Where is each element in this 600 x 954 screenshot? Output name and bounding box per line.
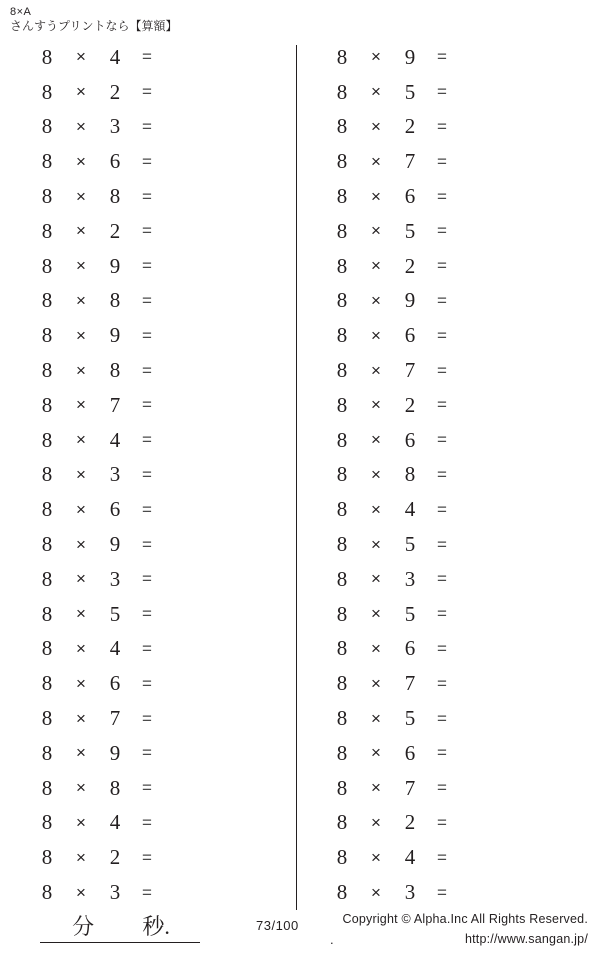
multiply-icon: ×: [371, 604, 381, 624]
operand-right: 2: [404, 392, 416, 417]
equals-icon: =: [437, 569, 447, 589]
problem-row: [0, 110, 300, 145]
equals-icon: =: [437, 116, 447, 136]
problem-row: [300, 771, 600, 806]
operand-left: 8: [41, 601, 53, 626]
equals-icon: =: [437, 638, 447, 658]
problem-row: [300, 353, 600, 388]
multiply-icon: ×: [76, 290, 86, 310]
operand-right: 5: [404, 706, 416, 731]
multiply-icon: ×: [76, 47, 86, 67]
operand-left: 8: [41, 497, 53, 522]
multiply-icon: ×: [371, 708, 381, 728]
equals-icon: =: [437, 221, 447, 241]
equals-icon: =: [142, 151, 152, 171]
website-url[interactable]: http://www.sangan.jp/: [464, 932, 588, 946]
problem-row: [0, 736, 300, 771]
problem-row: [300, 597, 600, 632]
multiply-icon: ×: [76, 360, 86, 380]
seconds-label: 秒.: [142, 914, 170, 939]
page-title: 8×A: [10, 6, 32, 18]
problem-row: [300, 179, 600, 214]
multiply-icon: ×: [371, 395, 381, 415]
operand-right: 2: [404, 114, 416, 139]
problem-row: [300, 492, 600, 527]
operand-right: 8: [404, 462, 416, 487]
multiply-icon: ×: [76, 673, 86, 693]
operand-left: 8: [41, 218, 53, 243]
multiply-icon: ×: [371, 360, 381, 380]
operand-right: 3: [404, 566, 416, 591]
problem-row: [0, 840, 300, 875]
problem-row: [300, 214, 600, 249]
equals-icon: =: [142, 778, 152, 798]
problem-column-right: [300, 40, 600, 910]
problem-row: [300, 423, 600, 458]
equals-icon: =: [142, 360, 152, 380]
operand-left: 8: [336, 288, 348, 313]
problem-row: [0, 388, 300, 423]
operand-right: 4: [109, 636, 121, 661]
operand-left: 8: [336, 184, 348, 209]
problem-row: [300, 75, 600, 110]
operand-left: 8: [41, 462, 53, 487]
operand-left: 8: [336, 462, 348, 487]
multiply-icon: ×: [76, 430, 86, 450]
operand-right: 7: [404, 149, 416, 174]
problem-row: [0, 249, 300, 284]
operand-right: 6: [109, 149, 121, 174]
multiply-icon: ×: [371, 812, 381, 832]
equals-icon: =: [142, 256, 152, 276]
problem-columns: [0, 40, 600, 910]
operand-left: 8: [41, 880, 53, 905]
multiply-icon: ×: [76, 325, 86, 345]
operand-left: 8: [336, 114, 348, 139]
operand-right: 3: [109, 566, 121, 591]
equals-icon: =: [437, 812, 447, 832]
problem-row: [300, 249, 600, 284]
problem-row: [300, 562, 600, 597]
multiply-icon: ×: [76, 778, 86, 798]
problem-row: [300, 632, 600, 667]
equals-icon: =: [142, 395, 152, 415]
equals-icon: =: [437, 882, 447, 902]
multiply-icon: ×: [76, 464, 86, 484]
operand-right: 9: [109, 740, 121, 765]
operand-left: 8: [41, 184, 53, 209]
operand-right: 3: [109, 462, 121, 487]
operand-right: 7: [404, 358, 416, 383]
copyright-text: Copyright © Alpha.Inc All Rights Reserved.: [342, 912, 588, 926]
equals-icon: =: [437, 464, 447, 484]
equals-icon: =: [437, 743, 447, 763]
operand-right: 6: [404, 323, 416, 348]
equals-icon: =: [437, 325, 447, 345]
operand-right: 8: [109, 184, 121, 209]
problem-row: [0, 632, 300, 667]
equals-icon: =: [437, 47, 447, 67]
problem-row: [300, 736, 600, 771]
multiply-icon: ×: [76, 395, 86, 415]
problem-row: [300, 806, 600, 841]
problem-row: [300, 318, 600, 353]
page-number: 73/100: [256, 918, 299, 933]
equals-icon: =: [437, 256, 447, 276]
equals-icon: =: [142, 464, 152, 484]
multiply-icon: ×: [76, 812, 86, 832]
page-footer: [0, 910, 600, 954]
operand-right: 6: [404, 740, 416, 765]
problem-row: [300, 666, 600, 701]
multiply-icon: ×: [371, 256, 381, 276]
problem-row: [300, 840, 600, 875]
problem-row: [300, 875, 600, 910]
operand-right: 6: [109, 671, 121, 696]
operand-left: 8: [336, 358, 348, 383]
multiply-icon: ×: [371, 743, 381, 763]
multiply-icon: ×: [76, 638, 86, 658]
problem-row: [300, 458, 600, 493]
multiply-icon: ×: [371, 47, 381, 67]
equals-icon: =: [142, 534, 152, 554]
problem-row: [0, 40, 300, 75]
multiply-icon: ×: [371, 116, 381, 136]
operand-left: 8: [41, 114, 53, 139]
operand-left: 8: [41, 253, 53, 278]
operand-right: 4: [109, 427, 121, 452]
operand-right: 8: [109, 288, 121, 313]
operand-left: 8: [336, 775, 348, 800]
problem-row: [300, 701, 600, 736]
operand-left: 8: [41, 810, 53, 835]
equals-icon: =: [437, 847, 447, 867]
problem-column-left: [0, 40, 300, 910]
operand-right: 2: [109, 79, 121, 104]
problem-row: [0, 144, 300, 179]
multiply-icon: ×: [371, 430, 381, 450]
operand-left: 8: [336, 636, 348, 661]
operand-left: 8: [41, 740, 53, 765]
multiply-icon: ×: [76, 743, 86, 763]
multiply-icon: ×: [76, 116, 86, 136]
problem-row: [0, 458, 300, 493]
operand-right: 5: [404, 601, 416, 626]
operand-left: 8: [336, 880, 348, 905]
multiply-icon: ×: [371, 778, 381, 798]
equals-icon: =: [142, 812, 152, 832]
equals-icon: =: [437, 290, 447, 310]
multiply-icon: ×: [371, 882, 381, 902]
multiply-icon: ×: [371, 186, 381, 206]
operand-left: 8: [41, 44, 53, 69]
multiply-icon: ×: [371, 325, 381, 345]
operand-left: 8: [336, 601, 348, 626]
problem-row: [0, 806, 300, 841]
equals-icon: =: [437, 82, 447, 102]
operand-right: 3: [109, 114, 121, 139]
problem-row: [0, 179, 300, 214]
equals-icon: =: [142, 569, 152, 589]
equals-icon: =: [142, 847, 152, 867]
equals-icon: =: [142, 430, 152, 450]
operand-right: 2: [404, 810, 416, 835]
operand-right: 2: [109, 218, 121, 243]
problem-row: [0, 771, 300, 806]
problem-row: [0, 701, 300, 736]
equals-icon: =: [142, 116, 152, 136]
operand-left: 8: [41, 427, 53, 452]
equals-icon: =: [142, 186, 152, 206]
operand-left: 8: [336, 671, 348, 696]
page-header: [10, 5, 410, 34]
problem-row: [300, 144, 600, 179]
operand-right: 6: [404, 184, 416, 209]
operand-right: 9: [109, 532, 121, 557]
equals-icon: =: [142, 221, 152, 241]
operand-left: 8: [336, 427, 348, 452]
multiply-icon: ×: [371, 290, 381, 310]
minutes-label: 分: [72, 914, 95, 939]
operand-left: 8: [41, 671, 53, 696]
operand-left: 8: [336, 218, 348, 243]
operand-left: 8: [41, 149, 53, 174]
multiply-icon: ×: [371, 464, 381, 484]
problem-row: [300, 110, 600, 145]
operand-right: 7: [109, 706, 121, 731]
equals-icon: =: [437, 534, 447, 554]
operand-left: 8: [336, 253, 348, 278]
multiply-icon: ×: [76, 256, 86, 276]
operand-left: 8: [41, 845, 53, 870]
operand-left: 8: [41, 358, 53, 383]
multiply-icon: ×: [76, 221, 86, 241]
operand-right: 5: [404, 532, 416, 557]
equals-icon: =: [437, 673, 447, 693]
operand-left: 8: [336, 810, 348, 835]
operand-right: 8: [109, 358, 121, 383]
operand-right: 7: [109, 392, 121, 417]
operand-right: 9: [109, 253, 121, 278]
multiply-icon: ×: [371, 638, 381, 658]
operand-right: 7: [404, 671, 416, 696]
multiply-icon: ×: [76, 82, 86, 102]
multiply-icon: ×: [371, 534, 381, 554]
operand-right: 5: [404, 218, 416, 243]
operand-left: 8: [41, 566, 53, 591]
problem-row: [0, 353, 300, 388]
equals-icon: =: [142, 325, 152, 345]
operand-right: 6: [404, 427, 416, 452]
operand-right: 4: [404, 845, 416, 870]
operand-right: 3: [404, 880, 416, 905]
equals-icon: =: [437, 151, 447, 171]
equals-icon: =: [437, 395, 447, 415]
multiply-icon: ×: [76, 882, 86, 902]
multiply-icon: ×: [76, 499, 86, 519]
equals-icon: =: [142, 673, 152, 693]
operand-left: 8: [41, 392, 53, 417]
problem-row: [0, 666, 300, 701]
multiply-icon: ×: [371, 151, 381, 171]
operand-right: 2: [109, 845, 121, 870]
equals-icon: =: [437, 778, 447, 798]
page-dot: .: [330, 932, 334, 947]
operand-left: 8: [336, 149, 348, 174]
multiply-icon: ×: [76, 604, 86, 624]
operand-left: 8: [41, 636, 53, 661]
column-divider: [296, 45, 297, 910]
problem-row: [0, 423, 300, 458]
operand-left: 8: [336, 566, 348, 591]
operand-right: 9: [109, 323, 121, 348]
multiply-icon: ×: [371, 221, 381, 241]
problem-row: [0, 597, 300, 632]
equals-icon: =: [142, 638, 152, 658]
equals-icon: =: [437, 499, 447, 519]
equals-icon: =: [437, 360, 447, 380]
multiply-icon: ×: [76, 151, 86, 171]
equals-icon: =: [142, 743, 152, 763]
operand-left: 8: [336, 392, 348, 417]
operand-right: 8: [109, 775, 121, 800]
problem-row: [0, 75, 300, 110]
problem-row: [0, 562, 300, 597]
operand-right: 3: [109, 880, 121, 905]
equals-icon: =: [437, 604, 447, 624]
operand-right: 5: [109, 601, 121, 626]
multiply-icon: ×: [371, 847, 381, 867]
operand-left: 8: [41, 323, 53, 348]
problem-row: [0, 875, 300, 910]
problem-row: [0, 318, 300, 353]
problem-row: [300, 527, 600, 562]
operand-right: 5: [404, 79, 416, 104]
operand-right: 2: [404, 253, 416, 278]
operand-left: 8: [41, 532, 53, 557]
operand-right: 7: [404, 775, 416, 800]
equals-icon: =: [142, 882, 152, 902]
operand-left: 8: [41, 79, 53, 104]
multiply-icon: ×: [76, 186, 86, 206]
equals-icon: =: [142, 47, 152, 67]
equals-icon: =: [437, 430, 447, 450]
operand-left: 8: [336, 497, 348, 522]
time-entry-box[interactable]: [40, 910, 200, 943]
equals-icon: =: [437, 708, 447, 728]
equals-icon: =: [142, 604, 152, 624]
equals-icon: =: [142, 708, 152, 728]
operand-left: 8: [41, 288, 53, 313]
problem-row: [300, 40, 600, 75]
operand-right: 9: [404, 44, 416, 69]
multiply-icon: ×: [76, 708, 86, 728]
equals-icon: =: [437, 186, 447, 206]
operand-left: 8: [336, 845, 348, 870]
multiply-icon: ×: [76, 847, 86, 867]
operand-right: 6: [109, 497, 121, 522]
multiply-icon: ×: [371, 82, 381, 102]
operand-left: 8: [336, 44, 348, 69]
operand-left: 8: [336, 323, 348, 348]
problem-row: [0, 527, 300, 562]
equals-icon: =: [142, 499, 152, 519]
problem-row: [0, 492, 300, 527]
operand-left: 8: [336, 706, 348, 731]
problem-row: [300, 388, 600, 423]
operand-right: 6: [404, 636, 416, 661]
problem-row: [0, 214, 300, 249]
multiply-icon: ×: [76, 569, 86, 589]
operand-right: 4: [109, 810, 121, 835]
multiply-icon: ×: [371, 673, 381, 693]
equals-icon: =: [142, 82, 152, 102]
equals-icon: =: [142, 290, 152, 310]
multiply-icon: ×: [371, 499, 381, 519]
multiply-icon: ×: [371, 569, 381, 589]
operand-left: 8: [41, 706, 53, 731]
operand-left: 8: [41, 775, 53, 800]
operand-right: 4: [404, 497, 416, 522]
page-subtitle: さんすうプリントなら【算額】: [10, 19, 178, 33]
problem-row: [0, 284, 300, 319]
problem-row: [300, 284, 600, 319]
operand-right: 4: [109, 44, 121, 69]
operand-right: 9: [404, 288, 416, 313]
operand-left: 8: [336, 79, 348, 104]
operand-left: 8: [336, 532, 348, 557]
operand-left: 8: [336, 740, 348, 765]
multiply-icon: ×: [76, 534, 86, 554]
